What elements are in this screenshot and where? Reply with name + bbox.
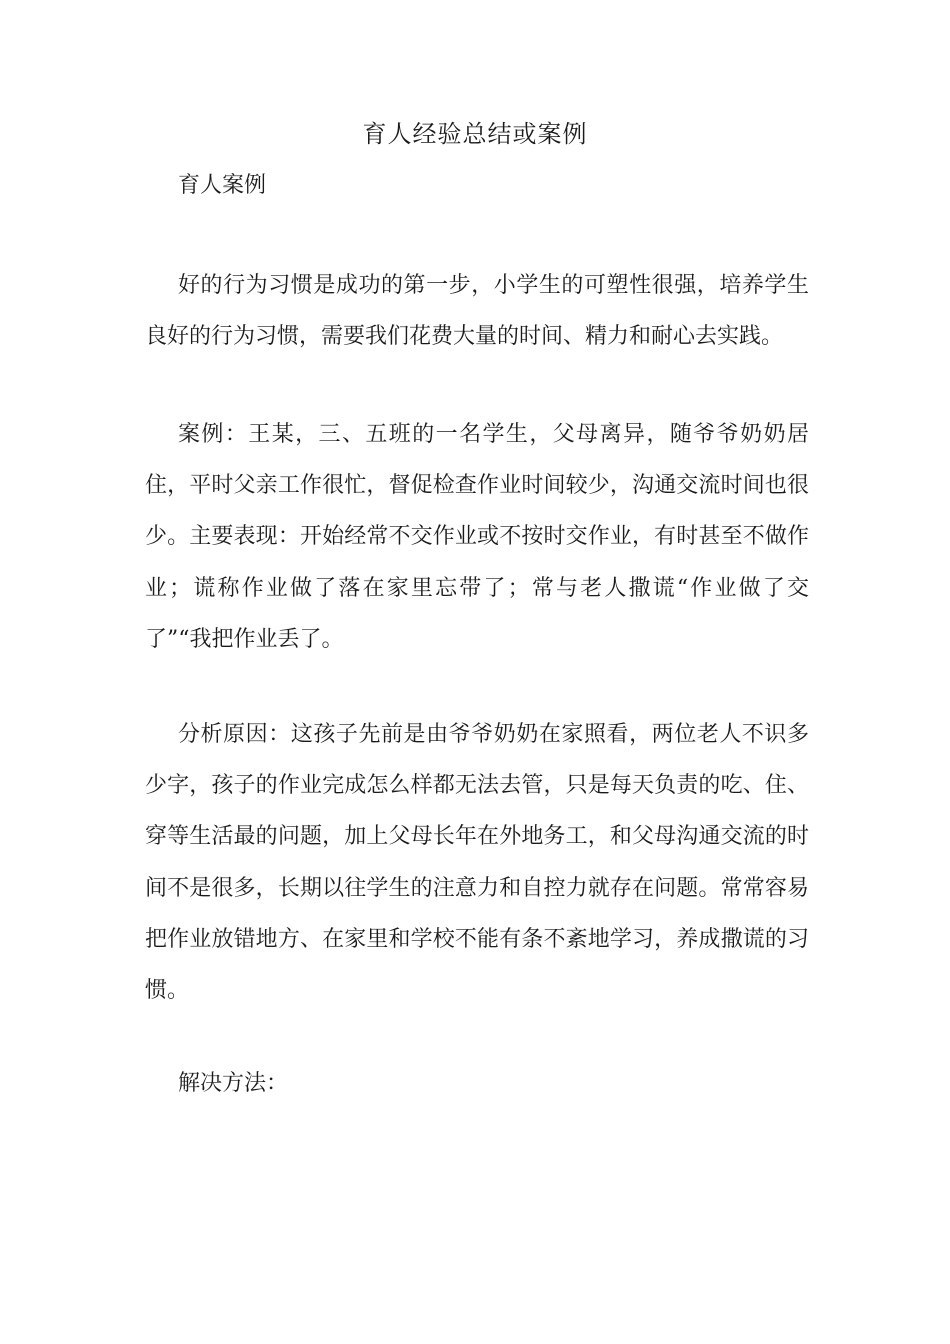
intro-paragraph: 好的行为习惯是成功的第一步，小学生的可塑性很强，培养学生良好的行为习惯，需要我们花费大量的时间、精力和耐心去实践。	[145, 273, 809, 350]
solution-paragraph: 解决方法：	[178, 1071, 289, 1096]
case-paragraph: 案例：王某，三、五班的一名学生，父母离异，随爷爷奶奶居住，平时父亲工作很忙，督促检查作业时间较少，沟通交流时间也很少。主要表现：开始经常不交作业或不按时交作业，有时甚至不做作业；谎称作业做了落在家里忘带了；常与老人撒谎“作业做了交了”“我把作业丢了。	[145, 422, 809, 652]
section-heading: 育人案例	[178, 173, 267, 198]
document-title: 育人经验总结或案例	[362, 120, 588, 148]
analysis-paragraph: 分析原因：这孩子先前是由爷爷奶奶在家照看，两位老人不识多少字，孩子的作业完成怎么样都无法去管，只是每天负责的吃、住、穿等生活最的问题，加上父母长年在外地务工，和父母沟通交流的时间不是很多，长期以往学生的注意力和自控力就存在问题。常常容易把作业放错地方、在家里和学校不能有条不紊地学习，养成撒谎的习惯。	[145, 722, 809, 1004]
